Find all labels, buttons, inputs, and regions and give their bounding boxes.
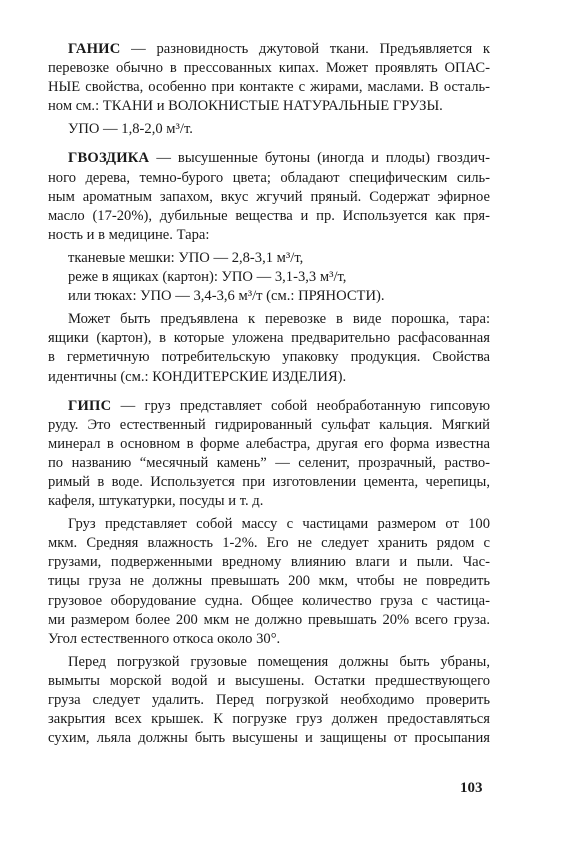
line-text: идентичны (см.: КОНДИТЕРСКИЕ ИЗДЕЛИЯ). — [48, 368, 347, 385]
line-text: ного дерева, темно-бурого цвета; обладают специфическим силь- — [48, 169, 490, 186]
text-line — [48, 710, 490, 729]
text-line — [48, 287, 490, 306]
paragraph — [48, 397, 490, 512]
line-text: сухим, льяла должны быть высушены и защищены от просыпания — [48, 730, 490, 747]
text-line — [48, 630, 490, 649]
entry-term: ГВОЗДИКА — [68, 150, 150, 167]
line-text: кафеля, штукатурки, посуды и т. д. — [48, 493, 264, 510]
line-text: римый в воде. Используется при изготовлении цемента, черепицы, — [48, 473, 490, 490]
paragraph — [48, 515, 490, 649]
text-line — [48, 454, 490, 473]
text-line — [48, 120, 490, 139]
text-line — [48, 169, 490, 188]
text-line — [48, 553, 490, 572]
text-line — [48, 149, 490, 168]
line-text: груза следует удалить. Перед погрузкой необходимо проверить — [48, 692, 490, 708]
paragraph — [48, 120, 490, 139]
text-line — [48, 329, 490, 348]
line-text: перевозке обычно в прессованных кипах. Может проявлять ОПАС- — [48, 60, 490, 77]
line-text: УПО — 1,8-2,0 м³/т. — [68, 121, 193, 138]
line-text: мкм. Средняя влажность 1-2%. Его не следует хранить рядом с — [48, 535, 490, 552]
text-line — [48, 348, 490, 367]
paragraph — [48, 653, 490, 748]
line-text: тицы груза не должны превышать 200 мкм, чтобы не повредить — [48, 573, 490, 590]
line-text: Перед погрузкой грузовые помещения должны быть убраны, — [68, 653, 490, 670]
line-text: грузами, подверженными вредному влиянию влаги и пыли. Час- — [48, 554, 490, 571]
line-text: ящики (картон), в которые уложена предварительно расфасованная — [48, 330, 490, 347]
text-line — [48, 515, 490, 534]
entry-gap — [48, 387, 490, 397]
line-text: тканевые мешки: УПО — 2,8-3,1 м³/т, — [68, 249, 304, 266]
entry-gap — [48, 139, 490, 149]
text-line — [48, 473, 490, 492]
text-line — [48, 268, 490, 287]
text-line — [48, 310, 490, 329]
text-line — [48, 397, 490, 416]
text-line — [48, 691, 490, 710]
line-text: ном см.: ТКАНИ и ВОЛОКНИСТЫЕ НАТУРАЛЬНЫЕ ГРУЗЫ. — [48, 98, 443, 115]
text-line — [48, 188, 490, 207]
text-line — [48, 729, 490, 748]
line-text: руду. Это естественный гидрированный сульфат кальция. Мягкий — [48, 416, 490, 433]
paragraph — [48, 149, 490, 244]
text-line — [48, 226, 490, 245]
entry-gips — [48, 397, 490, 749]
text-line — [48, 78, 490, 97]
line-text: минерал в основном в форме алебастра, другая его форма известна — [48, 435, 490, 452]
line-text: или тюках: УПО — 3,4-3,6 м³/т (см.: ПРЯНОСТИ). — [68, 288, 385, 305]
text-line — [48, 207, 490, 226]
text-line — [48, 435, 490, 454]
page-body — [48, 40, 490, 748]
line-text: реже в ящиках (картон): УПО — 3,1-3,3 м³/т, — [68, 269, 347, 286]
entry-gvozdika — [48, 149, 490, 386]
text-line — [48, 368, 490, 387]
text-line — [48, 592, 490, 611]
line-text: НЫЕ свойства, особенно при контакте с жирами, маслами. В осталь- — [48, 79, 490, 96]
text-line — [48, 59, 490, 78]
line-text: — разновидность джутовой ткани. Предъявляется к — [120, 41, 490, 57]
text-line — [48, 249, 490, 268]
line-text: Угол естественного откоса около 30°. — [48, 630, 281, 647]
line-text: грузовое оборудование судна. Общее количество груза с частица- — [48, 592, 490, 609]
entry-ganis — [48, 40, 490, 139]
text-line — [48, 653, 490, 672]
text-line — [48, 572, 490, 591]
line-text: — груз представляет собой необработанную гипсовую — [111, 397, 490, 414]
line-text: ность и в медицине. Тара: — [48, 226, 210, 243]
page-number: 103 — [460, 780, 483, 796]
line-text: Груз представляет собой массу с частицами размером от 100 — [68, 516, 490, 533]
line-text: Может быть предъявлена к перевозке в виде порошка, тара: — [68, 311, 490, 328]
line-text: в герметичную потребительскую упаковку продукция. Свойства — [48, 349, 490, 366]
text-line — [48, 97, 490, 116]
text-line — [48, 40, 490, 59]
line-text: по названию “месячный камень” — селенит, прозрачный, раство- — [48, 454, 490, 471]
text-line — [48, 611, 490, 630]
line-text: закрытия всех крышек. К погрузке груз должен предоставляться — [48, 711, 490, 728]
text-line — [48, 416, 490, 435]
text-line — [48, 492, 490, 511]
paragraph — [48, 249, 490, 306]
paragraph — [48, 310, 490, 386]
line-text: ми размером более 200 мкм не должно превышать 20% всего груза. — [48, 611, 490, 628]
entry-term: ГИПС — [68, 397, 112, 414]
text-line — [48, 534, 490, 553]
line-text: — высушенные бутоны (иногда и плоды) гвоздич- — [149, 150, 490, 167]
entry-term: ГАНИС — [68, 41, 121, 57]
line-text: ным ароматным запахом, вкус жгучий пряный. Содержат эфирное — [48, 188, 490, 205]
paragraph — [48, 40, 490, 116]
line-text: вымыты морской водой и высушены. Остатки предшествующего — [48, 672, 490, 689]
line-text: масло (17-20%), дубильные вещества и пр. Используется как пря- — [48, 207, 490, 224]
text-line — [48, 672, 490, 691]
